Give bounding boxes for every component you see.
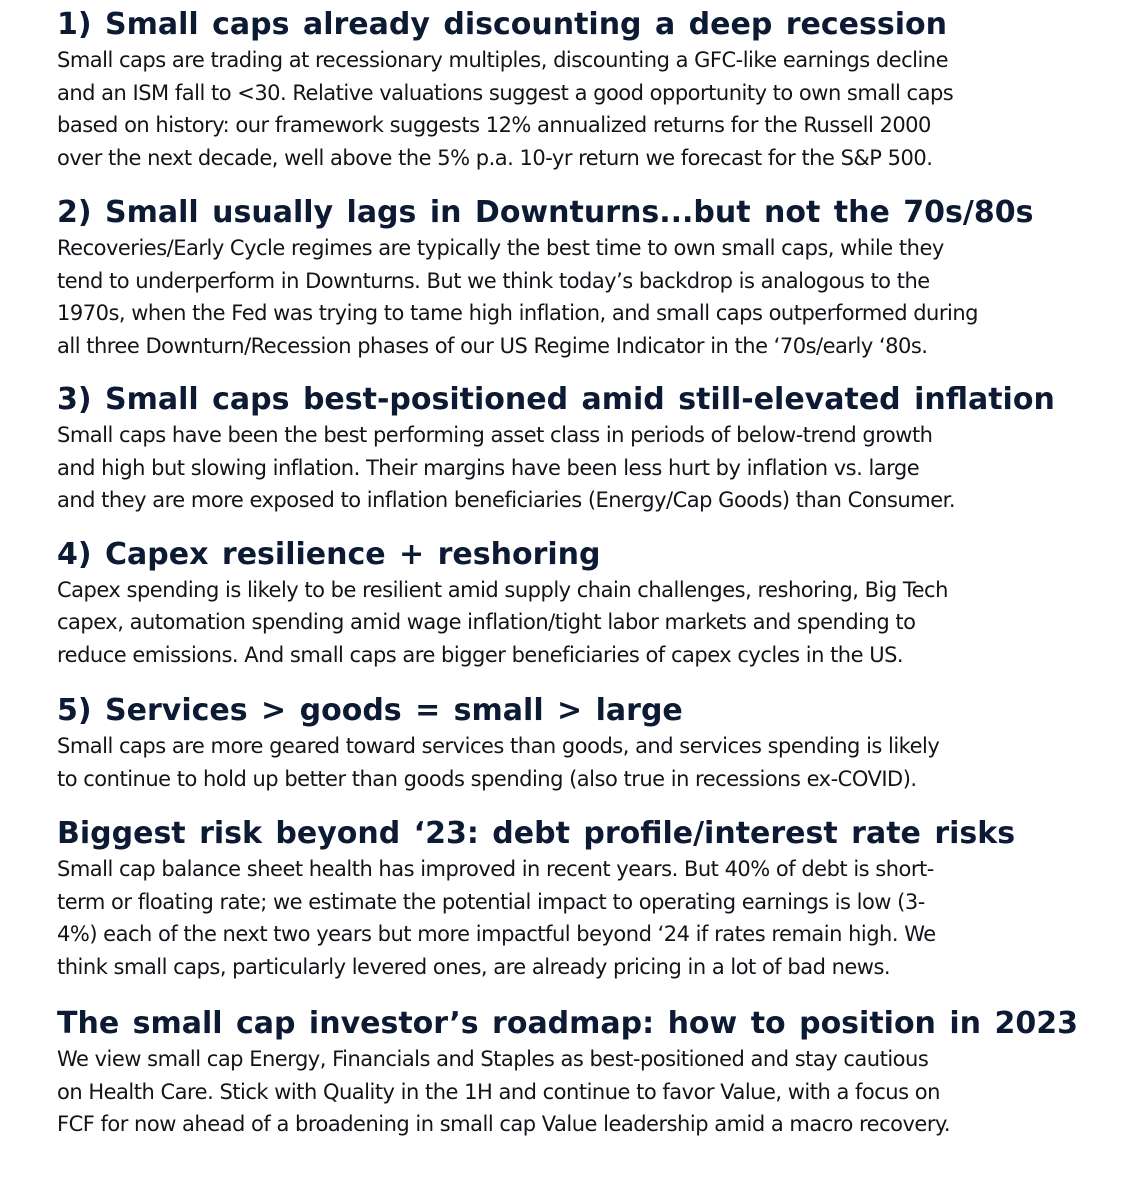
section-heading: 4) Capex resilience + reshoring	[57, 536, 601, 572]
paragraph-line: to continue to hold up better than goods spending (also true in recessions ex-COVID).	[57, 766, 917, 791]
paragraph-line: FCF for now ahead of a broadening in small cap Value leadership amid a macro recovery.	[57, 1112, 951, 1136]
paragraph-line: based on history: our framework suggests 12% annualized returns for the Russell 2000	[57, 113, 931, 137]
section-paragraph	[57, 44, 1057, 174]
section-heading: 2) Small usually lags in Downturns...but not the 70s/80s	[57, 195, 1034, 230]
section-paragraph	[57, 232, 1057, 362]
section-biggest-risk	[57, 815, 1142, 983]
paragraph-line: 1970s, when the Fed was trying to tame high inflation, and small caps outperformed during	[57, 301, 978, 325]
section-heading: The small cap investor’s roadmap: how to position in 2023	[57, 1006, 1078, 1041]
paragraph-line: reduce emissions. And small caps are bigger beneficiaries of capex cycles in the US.	[57, 642, 904, 667]
paragraph-line: Small caps are more geared toward services than goods, and services spending is likely	[57, 734, 940, 758]
paragraph-line: We view small cap Energy, Financials and Staples as best-positioned and stay cautious	[57, 1047, 929, 1071]
section-paragraph	[57, 1043, 1057, 1141]
paragraph-line: all three Downturn/Recession phases of our US Regime Indicator in the ‘70s/early ‘80s.	[57, 333, 928, 358]
paragraph-line: Small caps are trading at recessionary multiples, discounting a GFC-like earnings decline	[57, 48, 949, 72]
paragraph-line: capex, automation spending amid wage inflation/tight labor markets and spending to	[57, 610, 916, 634]
paragraph-line: on Health Care. Stick with Quality in the 1H and continue to favor Value, with a focus on	[57, 1079, 940, 1104]
section-elevated-inflation	[57, 381, 1142, 517]
section-paragraph	[57, 574, 1057, 672]
paragraph-line: and an ISM fall to <30. Relative valuations suggest a good opportunity to own small caps	[57, 80, 954, 105]
section-heading: Biggest risk beyond ‘23: debt profile/interest rate risks	[57, 816, 1016, 851]
paragraph-line: 4%) each of the next two years but more impactful beyond ‘24 if rates remain high. We	[57, 922, 936, 946]
section-heading: 3) Small caps best-positioned amid still-elevated inflation	[57, 382, 1055, 417]
section-paragraph	[57, 730, 1057, 795]
section-services-goods	[57, 692, 1142, 795]
paragraph-line: over the next decade, well above the 5% p.a. 10-yr return we forecast for the S&P 500.	[57, 145, 933, 170]
paragraph-line: think small caps, particularly levered ones, are already pricing in a lot of bad news.	[57, 954, 891, 979]
section-paragraph	[57, 853, 1057, 983]
section-investor-roadmap	[57, 1005, 1142, 1141]
paragraph-line: Small caps have been the best performing asset class in periods of below-trend growth	[57, 423, 933, 447]
section-small-caps-recession	[57, 6, 1142, 174]
section-heading: 1) Small caps already discounting a deep recession	[57, 7, 947, 42]
paragraph-line: Small cap balance sheet health has improved in recent years. But 40% of debt is short-	[57, 857, 934, 881]
paragraph-line: and high but slowing inflation. Their margins have been less hurt by inflation vs. large	[57, 455, 920, 480]
section-capex-reshoring	[57, 536, 1142, 672]
paragraph-line: term or floating rate; we estimate the potential impact to operating earnings is low (3-	[57, 889, 925, 914]
paragraph-line: and they are more exposed to inflation beneficiaries (Energy/Cap Goods) than Consumer.	[57, 488, 956, 512]
section-small-lags-downturns	[57, 194, 1142, 362]
paragraph-line: Capex spending is likely to be resilient amid supply chain challenges, reshoring, Big Tech	[57, 577, 948, 602]
paragraph-line: Recoveries/Early Cycle regimes are typically the best time to own small caps, while they	[57, 236, 944, 260]
section-paragraph	[57, 419, 1057, 517]
section-heading: 5) Services > goods = small > large	[57, 693, 683, 728]
paragraph-line: tend to underperform in Downturns. But we think today’s backdrop is analogous to the	[57, 268, 930, 293]
